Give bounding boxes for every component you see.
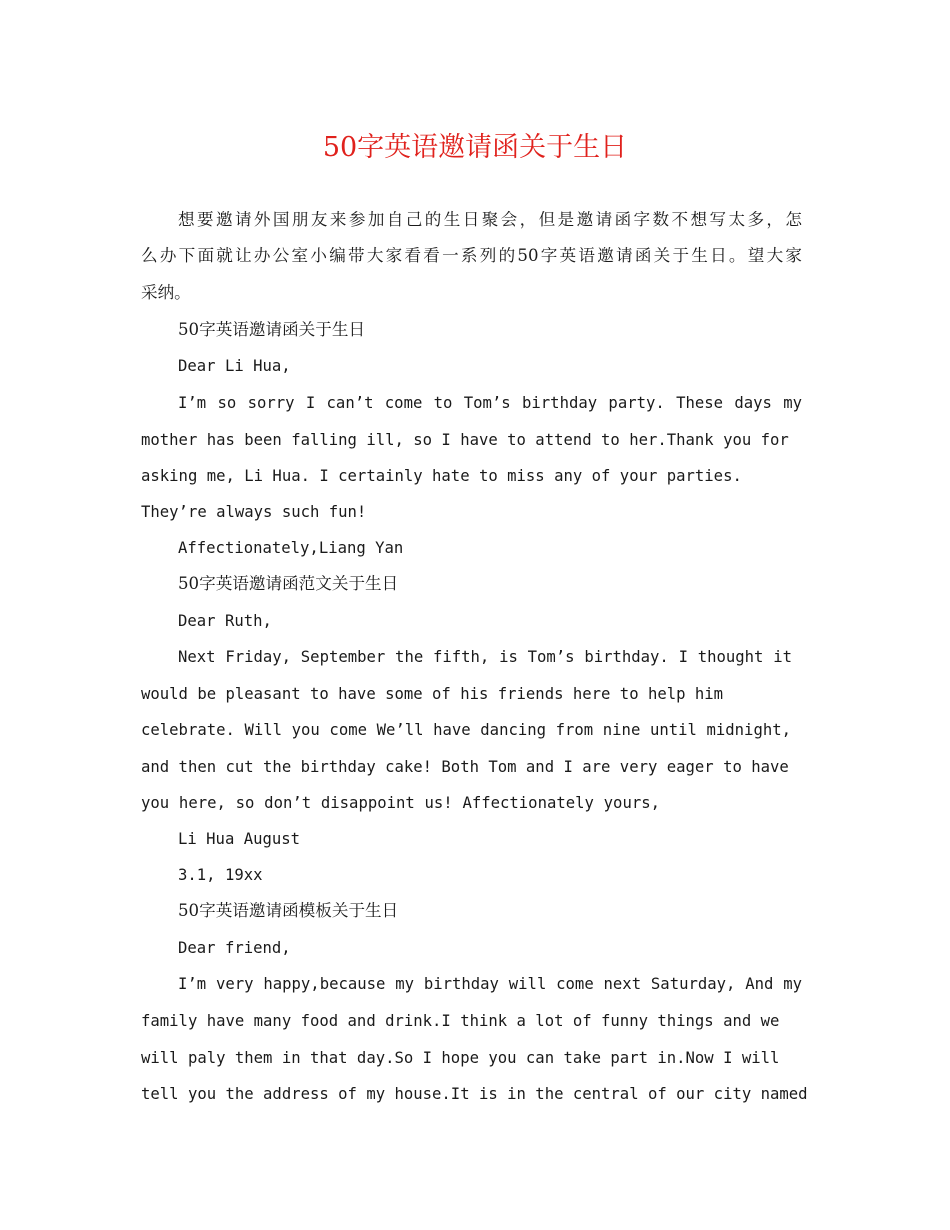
letter-body-line: asking me, Li Hua. I certainly hate to miss any of your parties. bbox=[141, 467, 742, 485]
letter-body-line: They’re always such fun! bbox=[141, 503, 367, 521]
letter-body-line: celebrate. Will you come We’ll have dancing from nine until midnight, bbox=[141, 721, 791, 739]
letter-closing: Li Hua August bbox=[178, 830, 301, 848]
intro-line: 采纳。 bbox=[141, 283, 191, 302]
salutation: Dear friend, bbox=[178, 939, 291, 957]
letter-date: 3.1, 19xx bbox=[178, 866, 263, 884]
letter-body-line: Next Friday, September the fifth, is Tom’s birthday. I thought it bbox=[178, 648, 792, 666]
letter-body-line: I’m very happy,because my birthday will come next Saturday, And my bbox=[178, 975, 802, 993]
letter-body-line: I’m so sorry I can’t come to Tom’s birthday party. These days my bbox=[178, 394, 802, 412]
letter-body-line: would be pleasant to have some of his friends here to help him bbox=[141, 685, 724, 703]
letter-closing: Affectionately,Liang Yan bbox=[178, 539, 404, 557]
salutation: Dear Li Hua, bbox=[178, 357, 291, 375]
document-title: 50字英语邀请函关于生日 bbox=[322, 132, 628, 163]
letter-body-line: mother has been falling ill, so I have to attend to her.Thank you for bbox=[141, 431, 789, 449]
section-heading: 50字英语邀请函模板关于生日 bbox=[178, 901, 399, 920]
letter-body-line: tell you the address of my house.It is in the central of our city named bbox=[141, 1085, 808, 1103]
letter-body-line: and then cut the birthday cake! Both Tom and I are very eager to have bbox=[141, 758, 789, 776]
letter-body-line: will paly them in that day.So I hope you can take part in.Now I will bbox=[141, 1049, 780, 1067]
intro-line: 想要邀请外国朋友来参加自己的生日聚会，但是邀请函字数不想写太多，怎 bbox=[178, 210, 802, 229]
letter-body-line: family have many food and drink.I think a lot of funny things and we bbox=[141, 1012, 780, 1030]
intro-line: 么办下面就让办公室小编带大家看看一系列的50字英语邀请函关于生日。望大家 bbox=[141, 246, 802, 265]
section-heading: 50字英语邀请函范文关于生日 bbox=[178, 574, 399, 593]
salutation: Dear Ruth, bbox=[178, 612, 272, 630]
section-heading: 50字英语邀请函关于生日 bbox=[178, 320, 366, 339]
letter-body-line: you here, so don’t disappoint us! Affectionately yours, bbox=[141, 794, 660, 812]
